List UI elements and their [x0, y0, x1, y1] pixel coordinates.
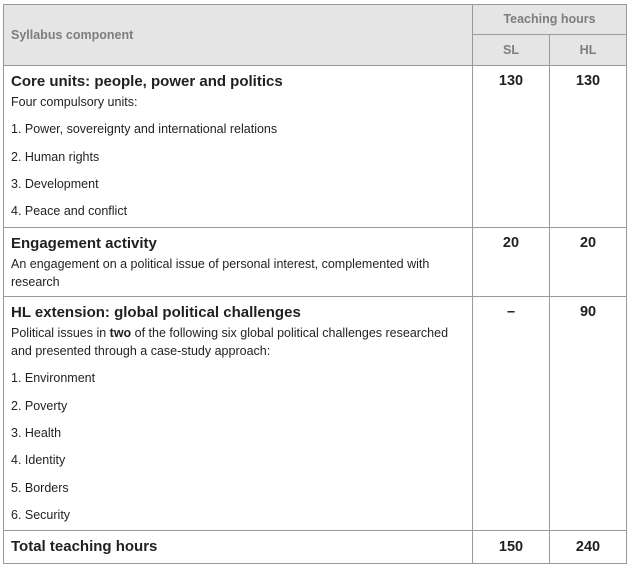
- hl-hours: 20: [550, 228, 627, 297]
- row-title: Engagement activity: [11, 235, 157, 253]
- component-cell: [4, 66, 473, 228]
- sl-hours: 20: [473, 228, 550, 297]
- syllabus-table: [3, 4, 627, 564]
- challenge-list: [11, 369, 465, 523]
- list-item: 3. Health: [11, 426, 62, 441]
- list-item: 3. Development: [11, 176, 99, 191]
- hl-hours: 130: [550, 66, 627, 228]
- table-row-engagement: [4, 228, 627, 297]
- list-item: 5. Borders: [11, 480, 69, 495]
- total-hl-hours: 240: [550, 530, 627, 563]
- sl-hours: 130: [473, 66, 550, 228]
- list-item: 1. Environment: [11, 371, 96, 386]
- component-cell: [4, 297, 473, 531]
- header-hl: HL: [550, 34, 627, 65]
- row-description: Four compulsory units:: [11, 95, 138, 109]
- header-teaching-hours: Teaching hours: [473, 5, 627, 35]
- row-title: Core units: people, power and politics: [11, 73, 283, 90]
- header-sl: SL: [473, 34, 550, 65]
- unit-list: [11, 120, 465, 220]
- total-sl-hours: 150: [473, 530, 550, 563]
- list-item: 2. Poverty: [11, 398, 68, 413]
- row-title: HL extension: global political challenges: [11, 304, 301, 322]
- total-label: Total teaching hours: [4, 530, 473, 563]
- list-item: 6. Security: [11, 507, 71, 522]
- hl-hours: 90: [550, 297, 627, 531]
- sl-hours: –: [473, 297, 550, 531]
- table-row-total: [4, 530, 627, 563]
- component-cell: [4, 228, 473, 297]
- table-row-core-units: [4, 66, 627, 228]
- row-description: Political issues in two of the following six global political challenges researched and presented through a case-study approach:: [11, 326, 449, 359]
- header-syllabus-component: Syllabus component: [4, 5, 473, 66]
- list-item: 2. Human rights: [11, 149, 100, 164]
- list-item: 4. Identity: [11, 453, 66, 468]
- list-item: 1. Power, sovereignty and international relations: [11, 122, 278, 137]
- row-description: An engagement on a political issue of personal interest, complemented with research: [11, 257, 430, 290]
- table-row-hl-extension: [4, 297, 627, 531]
- emphasis-text: two: [109, 326, 132, 341]
- list-item: 4. Peace and conflict: [11, 204, 128, 219]
